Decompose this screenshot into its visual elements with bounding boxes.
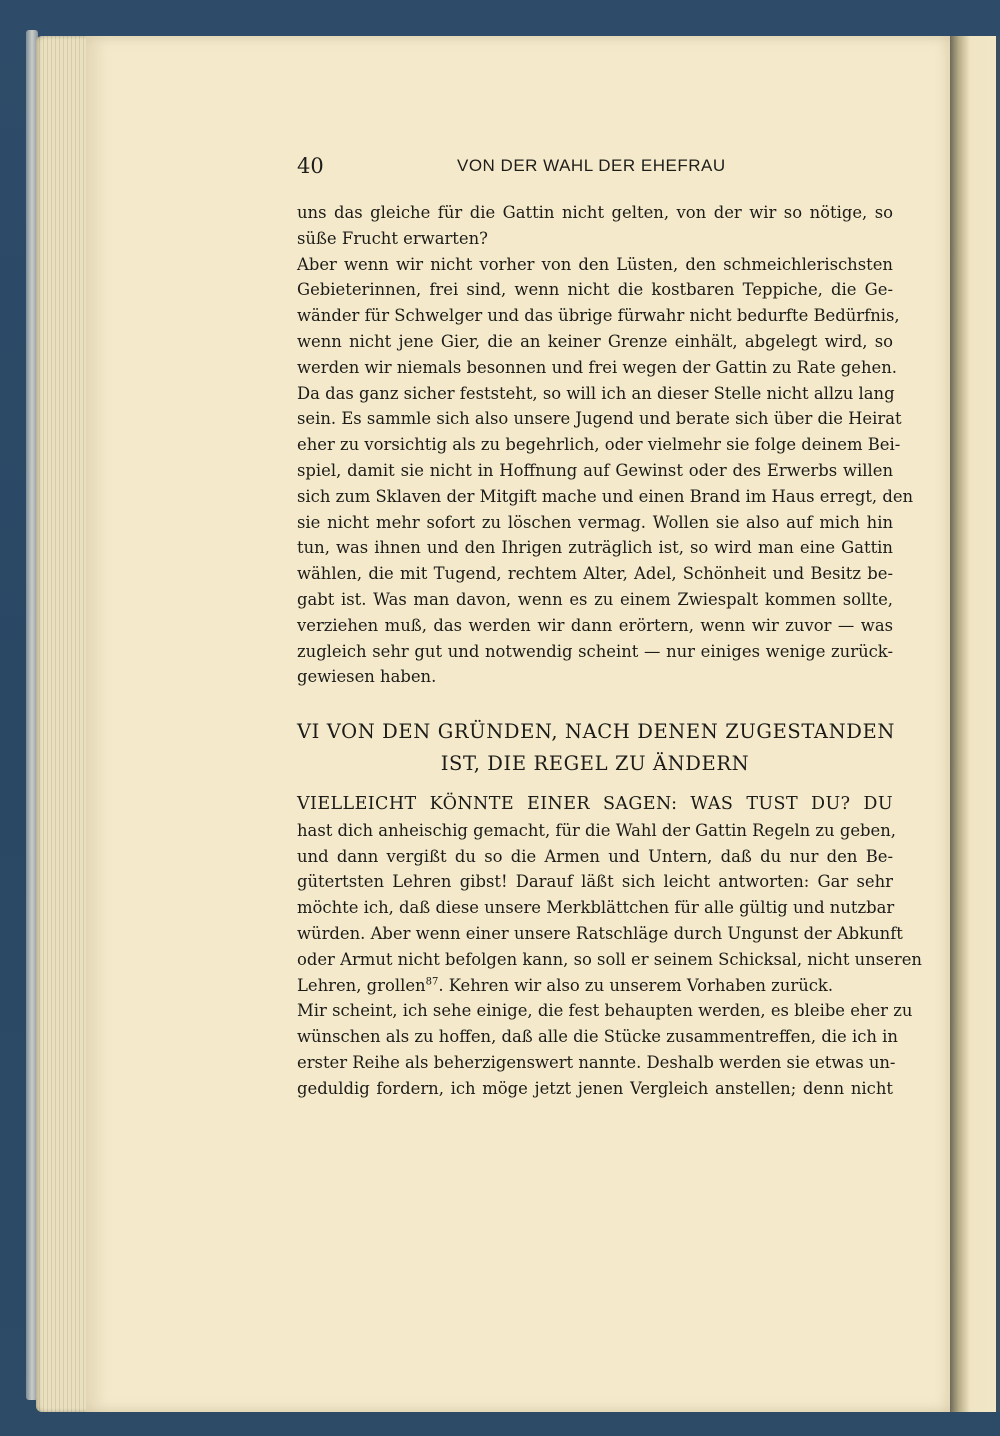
running-title: VON DER WAHL DER EHEFRAU xyxy=(457,156,726,175)
text-line: hast dich anheischig gemacht, für die Wahl der Gattin Regeln zu geben, xyxy=(297,820,896,840)
text-line: tun, was ihnen und den Ihrigen zuträglich ist, so wird man eine Gattin xyxy=(297,538,893,558)
paragraph xyxy=(297,998,913,1101)
text-line: erster Reihe als beherzigenswert nannte. Deshalb werden sie etwas un- xyxy=(297,1052,896,1072)
text-fragment: Lehren, grollen xyxy=(297,975,426,995)
text-line: werden wir niemals besonnen und frei wegen der Gattin zu Rate gehen. xyxy=(297,357,898,377)
section-heading-line: IST, DIE REGEL ZU ÄNDERN xyxy=(440,752,750,775)
text-line: süße Frucht erwarten? xyxy=(297,228,488,248)
text-line: Da das ganz sicher feststeht, so will ich an dieser Stelle nicht allzu lang xyxy=(297,383,895,403)
text-line: sie nicht mehr sofort zu löschen vermag. Wollen sie also auf mich hin xyxy=(297,512,893,532)
text-line: Aber wenn wir nicht vorher von den Lüsten, den schmeichlerischsten xyxy=(297,254,893,274)
text-line: sein. Es sammle sich also unsere Jugend und berate sich über die Heirat xyxy=(297,409,902,429)
text-line: wählen, die mit Tugend, rechtem Alter, Adel, Schönheit und Besitz be- xyxy=(297,564,893,584)
section-heading xyxy=(297,716,896,780)
section-heading-line: VI VON DEN GRÜNDEN, NACH DENEN ZUGESTANDEN xyxy=(297,720,896,743)
text-line: Mir scheint, ich sehe einige, die fest behaupten werden, es bleibe eher zu xyxy=(297,1001,913,1021)
text-line: eher zu vorsichtig als zu begehrlich, oder vielmehr sie folge deinem Bei- xyxy=(297,435,901,455)
lead-in-line: VIELLEICHT KÖNNTE EINER SAGEN: WAS TUST DU? DU xyxy=(297,794,893,814)
body-text-upper xyxy=(297,200,914,690)
text-line: geduldig fordern, ich möge jetzt jenen Vergleich anstellen; denn nicht xyxy=(297,1078,893,1098)
paragraph xyxy=(297,200,893,252)
text-line: und dann vergißt du so die Armen und Untern, daß du nur den Be- xyxy=(297,846,893,866)
text-line: verziehen muß, das werden wir dann erörtern, wenn wir zuvor — was xyxy=(297,615,893,635)
paragraph xyxy=(297,792,922,998)
text-line: Gebieterinnen, frei sind, wenn nicht die kostbaren Teppiche, die Ge- xyxy=(297,280,893,300)
text-line: spiel, damit sie nicht in Hoffnung auf Gewinst oder des Erwerbs willen xyxy=(297,460,893,480)
text-line: gewiesen haben. xyxy=(297,667,437,687)
text-line: wünschen als zu hoffen, daß alle die Stücke zusammentreffen, die ich in xyxy=(297,1027,898,1047)
page-number: 40 xyxy=(297,154,324,178)
text-line: möchte ich, daß diese unsere Merkblättchen für alle gültig und nutzbar xyxy=(297,898,895,918)
text-line: sich zum Sklaven der Mitgift mache und einen Brand im Haus erregt, den xyxy=(297,486,914,506)
facing-page-edge xyxy=(950,36,1000,1412)
text-line: uns das gleiche für die Gattin nicht gelten, von der wir so nötige, so xyxy=(297,203,893,222)
text-line xyxy=(297,973,893,999)
page-header xyxy=(297,150,893,186)
text-line: zugleich sehr gut und notwendig scheint — nur einiges wenige zurück- xyxy=(297,641,893,661)
text-line: wenn nicht jene Gier, die an keiner Grenze einhält, abgelegt wird, so xyxy=(297,331,893,351)
text-line: wänder für Schwelger und das übrige fürwahr nicht bedurfte Bedürfnis, xyxy=(297,306,900,326)
text-fragment: . Kehren wir also zu unserem Vorhaben zurück. xyxy=(438,975,834,995)
scan-right-border xyxy=(996,36,1000,1412)
paragraph xyxy=(297,252,914,691)
text-line: würden. Aber wenn einer unsere Ratschläge durch Ungunst der Abkunft xyxy=(297,923,903,943)
footnote-marker: 87 xyxy=(425,976,439,988)
text-line: gabt ist. Was man davon, wenn es zu einem Zwiespalt kommen sollte, xyxy=(297,589,893,609)
text-line: oder Armut nicht befolgen kann, so soll er seinem Schicksal, nicht unseren xyxy=(297,949,922,969)
text-line: gütertsten Lehren gibst! Darauf läßt sich leicht antworten: Gar sehr xyxy=(297,872,893,892)
body-text-lower xyxy=(297,792,922,1102)
